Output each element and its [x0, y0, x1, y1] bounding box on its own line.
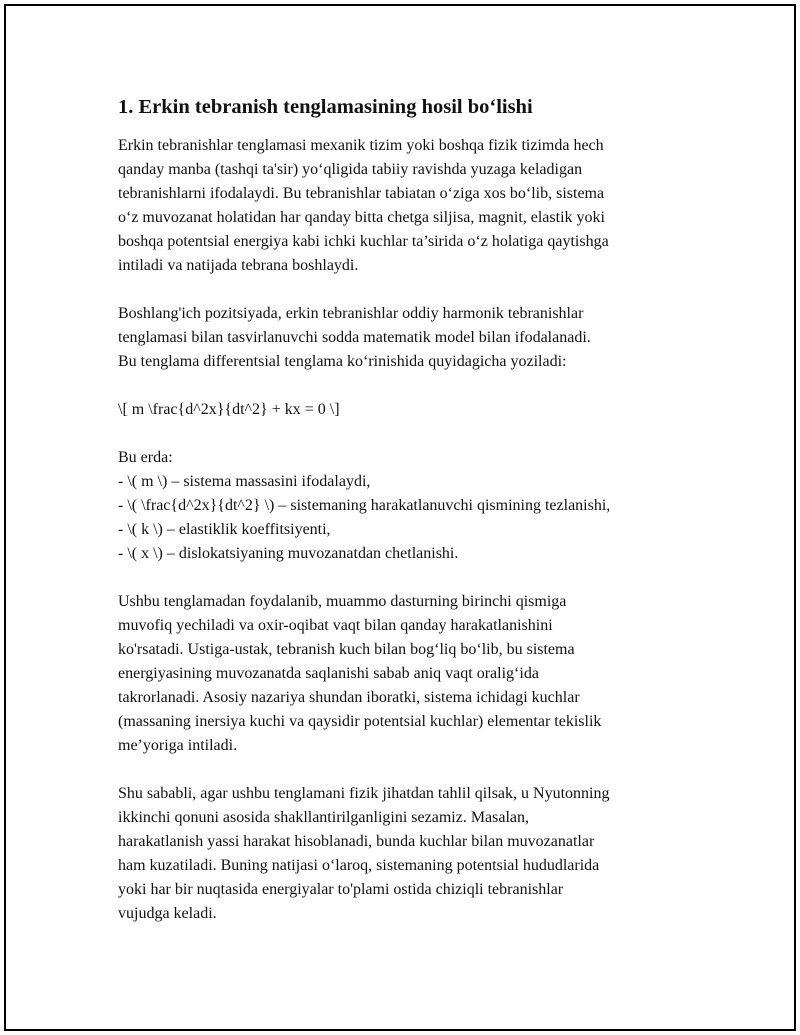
paragraph-solution: [118, 590, 693, 758]
document-body: [118, 94, 693, 950]
text-line: energiyasining muvozanatda saqlanishi sabab aniq vaqt oralig‘ida: [118, 665, 539, 682]
text-line: tenglamasi bilan tasvirlanuvchi sodda matematik model bilan ifodalanadi.: [118, 329, 591, 346]
paragraph-definitions: [118, 446, 693, 566]
list-item: - \( \frac{d^2x}{dt^2} \) – sistemaning harakatlanuvchi qismining tezlanishi,: [118, 497, 611, 514]
list-item: - \( m \) – sistema massasini ifodalaydi,: [118, 473, 371, 490]
equation-line: \[ m \frac{d^2x}{dt^2} + kx = 0 \]: [118, 401, 340, 418]
text-line: ikkinchi qonuni asosida shakllantirilganligini sezamiz. Masalan,: [118, 809, 530, 826]
text-line: muvofiq yechiladi va oxir-oqibat vaqt bilan qanday harakatlanishini: [118, 617, 553, 634]
list-item: - \( x \) – dislokatsiyaning muvozanatdan chetlanishi.: [118, 545, 459, 562]
text-line: me’yoriga intiladi.: [118, 737, 238, 754]
text-line: tebranishlarni ifodalaydi. Bu tebranishlar tabiatan o‘ziga xos bo‘lib, sistema: [118, 185, 605, 202]
text-line: (massaning inersiya kuchi va qaysidir potentsial kuchlar) elementar tekislik: [118, 713, 602, 730]
list-item: - \( k \) – elastiklik koeffitsiyenti,: [118, 521, 331, 538]
text-line: Erkin tebranishlar tenglamasi mexanik tizim yoki boshqa fizik tizimda hech: [118, 137, 604, 154]
text-line: harakatlanish yassi harakat hisoblanadi, bunda kuchlar bilan muvozanatlar: [118, 833, 595, 850]
text-line: Boshlang'ich pozitsiyada, erkin tebranishlar oddiy harmonik tebranishlar: [118, 305, 584, 322]
paragraph-model: [118, 302, 693, 374]
text-line: takrorlanadi. Asosiy nazariya shundan iboratki, sistema ichidagi kuchlar: [118, 689, 580, 706]
equation: [118, 398, 693, 422]
text-line: ham kuzatiladi. Buning natijasi o‘laroq, sistemaning potentsial hududlarida: [118, 857, 600, 874]
paragraph-newton: [118, 782, 693, 926]
text-line: Shu sababli, agar ushbu tenglamani fizik jihatdan tahlil qilsak, u Nyutonning: [118, 785, 610, 802]
text-line: Bu tenglama differentsial tenglama ko‘rinishida quyidagicha yoziladi:: [118, 353, 567, 370]
text-line: Bu erda:: [118, 449, 173, 466]
text-line: qanday manba (tashqi ta'sir) yo‘qligida tabiiy ravishda yuzaga keladigan: [118, 161, 583, 178]
text-line: intiladi va natijada tebrana boshlaydi.: [118, 257, 359, 274]
text-line: yoki har bir nuqtasida energiyalar to'plami ostida chiziqli tebranishlar: [118, 881, 564, 898]
text-line: boshqa potentsial energiya kabi ichki kuchlar ta’sirida o‘z holatiga qaytishga: [118, 233, 609, 250]
text-line: Ushbu tenglamadan foydalanib, muammo dasturning birinchi qismiga: [118, 593, 567, 610]
text-line: ko'rsatadi. Ustiga-ustak, tebranish kuch bilan bog‘liq bo‘lib, bu sistema: [118, 641, 575, 658]
text-line: vujudga keladi.: [118, 905, 217, 922]
paragraph-intro: [118, 134, 693, 278]
text-line: o‘z muvozanat holatidan har qanday bitta chetga siljisa, magnit, elastik yoki: [118, 209, 605, 226]
section-heading: 1. Erkin tebranish tenglamasining hosil bo‘lishi: [118, 96, 533, 118]
